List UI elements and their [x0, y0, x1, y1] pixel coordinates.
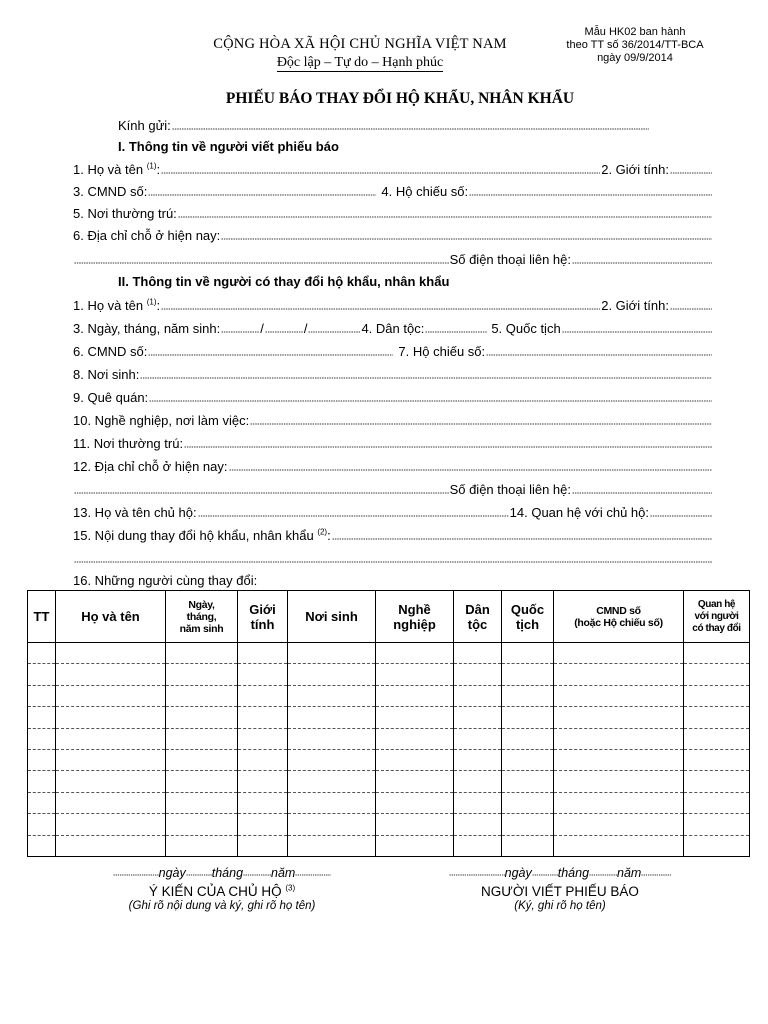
col-header-nationality — [502, 591, 554, 643]
s1-id-label: 3. CMND số: — [73, 184, 148, 199]
recipient-line — [118, 114, 650, 134]
right-month-field[interactable] — [589, 873, 617, 877]
table-cell[interactable] — [166, 728, 238, 749]
s2-row-change-2 — [73, 547, 713, 567]
col-header-ethnicity-l2: tộc — [467, 616, 488, 632]
s2-ethnicity-field[interactable] — [425, 330, 487, 334]
table-cell[interactable] — [454, 643, 502, 664]
table-row — [28, 685, 750, 706]
table-row — [28, 814, 750, 835]
s2-phone-label: Số điện thoại liên hệ: — [449, 482, 571, 497]
table-cell[interactable] — [684, 792, 750, 813]
table-cell[interactable] — [28, 707, 56, 728]
s2-co-changers-label: 16. Những người cùng thay đổi: — [73, 573, 258, 588]
col-header-relation — [684, 591, 750, 643]
signature-left — [72, 866, 372, 912]
s2-name-label: 1. Họ và tên $^{(1)}$: — [73, 297, 161, 313]
motto-text: Độc lập – Tự do – Hạnh phúc — [276, 55, 444, 70]
table-cell[interactable] — [376, 643, 454, 664]
table-cell[interactable] — [376, 814, 454, 835]
table-cell[interactable] — [28, 814, 56, 835]
section-1-heading-text: I. Thông tin về người viết phiếu báo — [118, 139, 339, 154]
table-cell[interactable] — [166, 664, 238, 685]
right-signature-note: (Ký, ghi rõ họ tên) — [514, 900, 606, 912]
table-cell[interactable] — [56, 814, 166, 835]
s2-change-text: 15. Nội dung thay đổi hộ khẩu, nhân khẩu — [73, 528, 314, 543]
left-day-field[interactable] — [186, 873, 212, 877]
left-year-label: năm — [271, 866, 296, 880]
table-cell[interactable] — [238, 664, 288, 685]
col-header-dob-l3: năm sinh — [179, 622, 224, 635]
table-cell[interactable] — [376, 707, 454, 728]
s2-row-name — [73, 294, 713, 314]
table-cell[interactable] — [238, 771, 288, 792]
table-cell[interactable] — [288, 643, 376, 664]
s2-residence-label: 11. Nơi thường trú: — [73, 436, 184, 451]
table-cell[interactable] — [554, 643, 684, 664]
table-cell[interactable] — [454, 728, 502, 749]
co-changers-table — [27, 590, 750, 857]
s2-change-sup: (2) — [317, 527, 328, 537]
document-title: PHIẾU BÁO THAY ĐỔI HỘ KHẨU, NHÂN KHẨU — [225, 90, 575, 107]
s1-address-field-2[interactable] — [74, 261, 449, 265]
table-cell[interactable] — [56, 835, 166, 856]
right-year-label: năm — [617, 866, 642, 880]
table-cell[interactable] — [28, 728, 56, 749]
left-month-field[interactable] — [243, 873, 271, 877]
table-cell[interactable] — [28, 835, 56, 856]
table-cell[interactable] — [28, 643, 56, 664]
table-cell[interactable] — [454, 792, 502, 813]
table-cell[interactable] — [684, 728, 750, 749]
s2-birthplace-label: 8. Nơi sinh: — [73, 367, 140, 382]
s2-dob-year-field[interactable] — [308, 330, 360, 334]
left-day-label: ngày — [158, 866, 186, 880]
s1-address-label: 6. Địa chỉ chỗ ở hiện nay: — [73, 228, 221, 243]
left-date-line — [72, 866, 372, 882]
table-cell[interactable] — [454, 685, 502, 706]
form-code-line-3: ngày 09/9/2014 — [597, 52, 673, 64]
form-code-block — [560, 26, 710, 65]
col-header-birthplace: Nơi sinh — [288, 591, 376, 643]
table-cell[interactable] — [238, 749, 288, 770]
right-day-field[interactable] — [532, 873, 558, 877]
s2-row-residence — [73, 432, 713, 452]
table-cell[interactable] — [238, 792, 288, 813]
table-cell[interactable] — [376, 835, 454, 856]
s2-id-label: 6. CMND số: — [73, 344, 148, 359]
table-cell[interactable] — [56, 792, 166, 813]
s2-row-change — [73, 524, 713, 544]
col-header-name: Họ và tên — [56, 591, 166, 643]
left-month-label: tháng — [211, 866, 244, 880]
table-cell[interactable] — [28, 792, 56, 813]
s2-birthplace-field[interactable] — [140, 376, 712, 380]
table-cell[interactable] — [554, 749, 684, 770]
table-cell[interactable] — [454, 707, 502, 728]
table-cell[interactable] — [376, 749, 454, 770]
s2-row-head — [73, 501, 713, 521]
form-code-line-2: theo TT số 36/2014/TT-BCA — [566, 39, 704, 51]
table-cell[interactable] — [554, 728, 684, 749]
left-signature-note: (Ghi rõ nội dung và ký, ghi rõ họ tên) — [128, 900, 316, 912]
s2-change-field-2[interactable] — [74, 560, 712, 564]
left-title-text: Ý KIẾN CỦA CHỦ HỘ — [148, 884, 282, 899]
table-cell[interactable] — [56, 707, 166, 728]
left-title-sup: (3) — [285, 883, 296, 893]
table-header-row — [28, 591, 750, 643]
table-cell[interactable] — [238, 728, 288, 749]
table-cell[interactable] — [288, 814, 376, 835]
s1-gender-label: 2. Giới tính: — [601, 162, 669, 177]
col-header-relation-l2: với người — [694, 610, 739, 622]
table-cell[interactable] — [502, 814, 554, 835]
table-cell[interactable] — [684, 814, 750, 835]
s1-id-field[interactable] — [148, 193, 376, 197]
col-header-dob — [166, 591, 238, 643]
left-place-field[interactable] — [113, 873, 159, 877]
table-cell[interactable] — [684, 664, 750, 685]
table-cell[interactable] — [288, 835, 376, 856]
s2-dob-month-field[interactable] — [265, 330, 303, 334]
s2-head-field[interactable] — [198, 514, 509, 518]
table-cell[interactable] — [502, 707, 554, 728]
s2-row-co-changers — [73, 569, 713, 589]
country-name: CỘNG HÒA XÃ HỘI CHỦ NGHĨA VIỆT NAM — [213, 36, 507, 52]
col-header-id — [554, 591, 684, 643]
table-cell[interactable] — [454, 814, 502, 835]
table-cell[interactable] — [684, 707, 750, 728]
table-cell[interactable] — [166, 707, 238, 728]
s1-name-text: 1. Họ và tên — [73, 162, 144, 177]
s2-nationality-field[interactable] — [562, 330, 712, 334]
table-cell[interactable] — [288, 749, 376, 770]
s2-name-field[interactable] — [161, 307, 600, 311]
table-cell[interactable] — [238, 643, 288, 664]
table-cell[interactable] — [502, 664, 554, 685]
table-cell[interactable] — [502, 792, 554, 813]
s1-row-id — [73, 180, 713, 200]
table-cell[interactable] — [502, 749, 554, 770]
national-motto — [150, 55, 570, 71]
table-cell[interactable] — [684, 749, 750, 770]
table-cell[interactable] — [454, 835, 502, 856]
table-cell[interactable] — [684, 835, 750, 856]
col-header-dob-l2: tháng, — [186, 610, 217, 623]
table-cell[interactable] — [166, 749, 238, 770]
table-cell[interactable] — [28, 664, 56, 685]
table-cell[interactable] — [502, 728, 554, 749]
s2-occupation-field[interactable] — [250, 422, 712, 426]
s2-passport-field[interactable] — [486, 353, 712, 357]
table-cell[interactable] — [288, 664, 376, 685]
table-cell[interactable] — [56, 771, 166, 792]
table-cell[interactable] — [376, 792, 454, 813]
table-cell[interactable] — [376, 771, 454, 792]
section-1-heading — [118, 135, 618, 155]
s1-phone-label: Số điện thoại liên hệ: — [449, 252, 571, 267]
s2-row-occupation — [73, 409, 713, 429]
s2-residence-field[interactable] — [184, 445, 712, 449]
s1-gender-field[interactable] — [670, 171, 712, 175]
s2-phone-field[interactable] — [572, 491, 712, 495]
left-year-field[interactable] — [295, 873, 331, 877]
s2-row-birthplace — [73, 363, 713, 383]
right-year-field[interactable] — [641, 873, 671, 877]
s2-occupation-label: 10. Nghề nghiệp, nơi làm việc: — [73, 413, 250, 428]
table-cell[interactable] — [238, 835, 288, 856]
table-row — [28, 771, 750, 792]
table-cell[interactable] — [166, 771, 238, 792]
table-cell[interactable] — [454, 749, 502, 770]
table-cell[interactable] — [376, 728, 454, 749]
col-header-id-l1: CMND số — [596, 604, 641, 617]
s2-dob-day-field[interactable] — [221, 330, 259, 334]
table-row — [28, 643, 750, 664]
s2-ethnicity-label: 4. Dân tộc: — [361, 321, 425, 336]
table-row — [28, 664, 750, 685]
table-cell[interactable] — [28, 749, 56, 770]
s2-row-id — [73, 340, 713, 360]
s2-address-field-2[interactable] — [74, 491, 449, 495]
table-cell[interactable] — [238, 707, 288, 728]
table-cell[interactable] — [288, 771, 376, 792]
s2-gender-label: 2. Giới tính: — [601, 298, 669, 313]
left-signature-title — [72, 884, 372, 899]
s1-phone-field[interactable] — [572, 261, 712, 265]
s2-row-hometown — [73, 386, 713, 406]
col-header-relation-l3: có thay đổi — [692, 622, 741, 634]
s2-passport-label: 7. Hộ chiếu số: — [398, 344, 486, 359]
right-month-label: tháng — [557, 866, 590, 880]
col-header-ethnicity — [454, 591, 502, 643]
s2-gender-field[interactable] — [670, 307, 712, 311]
table-cell[interactable] — [554, 707, 684, 728]
table-cell[interactable] — [376, 685, 454, 706]
table-cell[interactable] — [166, 643, 238, 664]
col-header-gender-l2: tính — [250, 616, 275, 632]
table-cell[interactable] — [554, 835, 684, 856]
s1-residence-label: 5. Nơi thường trú: — [73, 206, 177, 221]
table-cell[interactable] — [28, 771, 56, 792]
col-header-nationality-l2: tịch — [515, 616, 540, 632]
table-cell[interactable] — [288, 792, 376, 813]
s1-passport-label: 4. Hộ chiếu số: — [381, 184, 469, 199]
table-cell[interactable] — [56, 749, 166, 770]
col-header-occupation-l1: Nghề — [398, 601, 431, 617]
table-cell[interactable] — [376, 664, 454, 685]
col-header-dob-l1: Ngày, — [188, 598, 215, 611]
s2-id-field[interactable] — [148, 353, 393, 357]
table-row — [28, 792, 750, 813]
s2-nationality-label: 5. Quốc tịch — [491, 321, 561, 336]
s2-relation-label: 14. Quan hệ với chủ hộ: — [509, 505, 649, 520]
table-row — [28, 728, 750, 749]
table-body — [28, 643, 750, 857]
table-cell[interactable] — [56, 685, 166, 706]
table-cell[interactable] — [502, 771, 554, 792]
table-cell[interactable] — [288, 685, 376, 706]
table-cell[interactable] — [554, 792, 684, 813]
s2-hometown-label: 9. Quê quán: — [73, 390, 149, 405]
s2-hometown-field[interactable] — [149, 399, 712, 403]
table-cell[interactable] — [684, 643, 750, 664]
form-code-line-1: Mẫu HK02 ban hành — [584, 26, 686, 38]
col-header-ethnicity-l1: Dân — [465, 601, 490, 617]
s2-change-label: 15. Nội dung thay đổi hộ khẩu, nhân khẩu $^{(2)}$: — [73, 527, 331, 543]
col-header-occupation — [376, 591, 454, 643]
table-cell[interactable] — [28, 685, 56, 706]
s2-change-field[interactable] — [332, 537, 712, 541]
table-cell[interactable] — [502, 643, 554, 664]
s1-passport-field[interactable] — [469, 193, 712, 197]
s1-address-field[interactable] — [221, 237, 712, 241]
s2-dob-label: 3. Ngày, tháng, năm sinh: — [73, 321, 221, 336]
table-cell[interactable] — [288, 728, 376, 749]
table-cell[interactable] — [288, 707, 376, 728]
table-cell[interactable] — [166, 814, 238, 835]
table-cell[interactable] — [238, 814, 288, 835]
col-header-nationality-l1: Quốc — [510, 601, 545, 617]
table-cell[interactable] — [684, 771, 750, 792]
table-row — [28, 749, 750, 770]
recipient-label: Kính gửi: — [118, 118, 171, 133]
recipient-field[interactable] — [172, 127, 649, 131]
s2-row-phone — [73, 478, 713, 498]
s2-head-label: 13. Họ và tên chủ hộ: — [73, 505, 197, 520]
table-row — [28, 707, 750, 728]
s2-row-address — [73, 455, 713, 475]
table-cell[interactable] — [454, 664, 502, 685]
s2-relation-field[interactable] — [650, 514, 712, 518]
right-day-label: ngày — [504, 866, 532, 880]
table-cell[interactable] — [554, 664, 684, 685]
col-header-tt: TT — [28, 591, 56, 643]
s1-residence-field[interactable] — [178, 215, 712, 219]
right-place-field[interactable] — [449, 873, 505, 877]
col-header-occupation-l2: nghiệp — [393, 616, 436, 632]
s2-dob-slash-1: / — [260, 321, 264, 336]
table-cell[interactable] — [166, 792, 238, 813]
table-cell[interactable] — [56, 664, 166, 685]
s1-name-label: 1. Họ và tên $^{(1)}$: — [73, 161, 161, 177]
s2-row-dob — [73, 317, 713, 337]
table-cell[interactable] — [56, 643, 166, 664]
s1-row-phone — [73, 248, 713, 268]
table-cell[interactable] — [238, 685, 288, 706]
table-cell[interactable] — [684, 685, 750, 706]
table-cell[interactable] — [56, 728, 166, 749]
section-2-heading — [118, 270, 678, 290]
table-row — [28, 835, 750, 856]
s2-name-sup: (1) — [146, 297, 157, 307]
table-cell[interactable] — [502, 685, 554, 706]
s1-row-residence — [73, 202, 713, 222]
col-header-relation-l1: Quan hệ — [697, 598, 736, 610]
section-2-heading-text: II. Thông tin về người có thay đổi hộ khẩu, nhân khẩu — [118, 274, 450, 289]
table-cell[interactable] — [554, 771, 684, 792]
right-signature-title: NGƯỜI VIẾT PHIẾU BÁO — [481, 884, 639, 899]
s2-name-text: 1. Họ và tên — [73, 298, 144, 313]
s2-address-label: 12. Địa chỉ chỗ ở hiện nay: — [73, 459, 228, 474]
s1-name-sup: (1) — [146, 161, 157, 171]
col-header-gender — [238, 591, 288, 643]
s2-dob-slash-2: / — [303, 321, 308, 336]
col-header-id-l2: (hoặc Hộ chiếu số) — [574, 616, 663, 629]
table-cell[interactable] — [166, 835, 238, 856]
table-cell[interactable] — [554, 814, 684, 835]
signature-right — [410, 866, 710, 912]
s1-name-field[interactable] — [161, 171, 600, 175]
s1-row-address — [73, 224, 713, 244]
table-cell[interactable] — [554, 685, 684, 706]
right-date-line — [410, 866, 710, 882]
s2-address-field[interactable] — [229, 468, 712, 472]
table-cell[interactable] — [454, 771, 502, 792]
table-cell[interactable] — [502, 835, 554, 856]
s1-row-name — [73, 158, 713, 178]
table-cell[interactable] — [166, 685, 238, 706]
col-header-gender-l1: Giới — [249, 601, 276, 617]
